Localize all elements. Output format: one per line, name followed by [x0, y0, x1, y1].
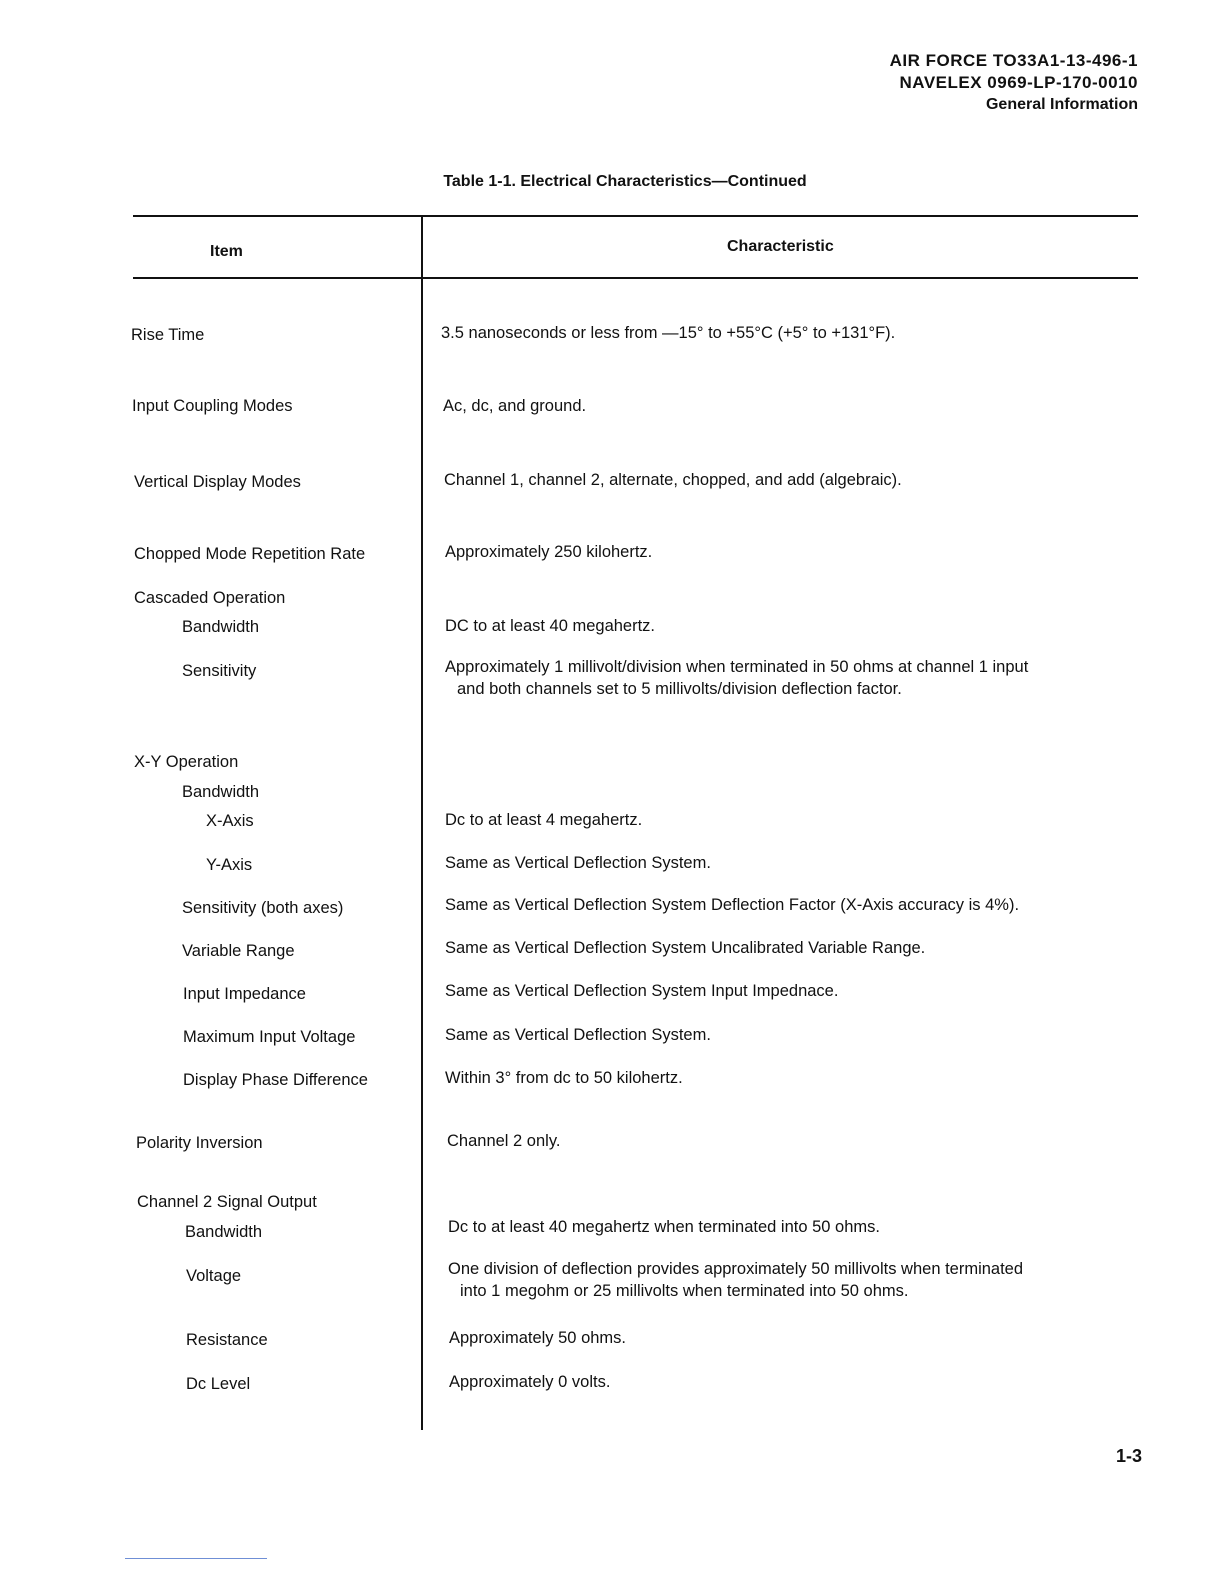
char-xy-y-axis: Same as Vertical Deflection System. — [445, 854, 711, 872]
item-output-dc-level: Dc Level — [186, 1375, 251, 1393]
item-xy-x-axis: X-Axis — [206, 812, 254, 830]
item-output-voltage: Voltage — [186, 1267, 242, 1285]
item-polarity-inversion: Polarity Inversion — [136, 1134, 263, 1152]
char-output-resistance: Approximately 50 ohms. — [449, 1329, 626, 1347]
char-output-dc-level: Approximately 0 volts. — [449, 1373, 611, 1391]
item-cascaded-operation: Cascaded Operation — [134, 589, 286, 607]
char-vertical-display-modes: Channel 1, channel 2, alternate, chopped, and add (algebraic). — [444, 471, 902, 489]
item-chopped-mode-repetition-rate: Chopped Mode Repetition Rate — [134, 545, 366, 563]
table-title: Table 1-1. Electrical Characteristics—Continued — [443, 173, 807, 190]
char-xy-input-impedance: Same as Vertical Deflection System Input Impednace. — [445, 982, 839, 1000]
bottom-link-underline — [125, 1558, 267, 1559]
char-xy-x-axis: Dc to at least 4 megahertz. — [445, 811, 643, 829]
char-rise-time: 3.5 nanoseconds or less from —15° to +55°C (+5° to +131°F). — [441, 324, 896, 342]
char-cascaded-sensitivity-line1: Approximately 1 millivolt/division when terminated in 50 ohms at channel 1 input — [445, 658, 1029, 676]
char-input-coupling-modes: Ac, dc, and ground. — [443, 397, 587, 415]
char-output-voltage — [448, 1258, 1023, 1302]
item-xy-maximum-input-voltage: Maximum Input Voltage — [183, 1028, 356, 1046]
item-rise-time: Rise Time — [131, 326, 205, 344]
document-header — [890, 50, 1138, 116]
item-xy-sensitivity: Sensitivity (both axes) — [182, 899, 344, 917]
char-cascaded-sensitivity-line2: and both channels set to 5 millivolts/division deflection factor. — [457, 680, 902, 698]
char-xy-display-phase-difference: Within 3° from dc to 50 kilohertz. — [445, 1069, 683, 1087]
item-xy-operation: X-Y Operation — [134, 753, 239, 771]
item-cascaded-bandwidth: Bandwidth — [182, 618, 260, 636]
item-input-coupling-modes: Input Coupling Modes — [132, 397, 293, 415]
column-header-characteristic: Characteristic — [727, 238, 834, 255]
item-xy-variable-range: Variable Range — [182, 942, 295, 960]
item-xy-input-impedance: Input Impedance — [183, 985, 306, 1003]
table-top-rule — [133, 215, 1138, 217]
item-xy-y-axis: Y-Axis — [206, 856, 253, 874]
char-chopped-mode-repetition-rate: Approximately 250 kilohertz. — [445, 543, 653, 561]
char-xy-maximum-input-voltage: Same as Vertical Deflection System. — [445, 1026, 711, 1044]
char-cascaded-sensitivity — [445, 656, 1028, 700]
char-output-voltage-line2: into 1 megohm or 25 millivolts when terminated into 50 ohms. — [460, 1282, 909, 1300]
page-number: 1-3 — [1115, 1446, 1142, 1466]
header-section-title: General Information — [985, 96, 1138, 113]
header-navelex-number: NAVELEX 0969-LP-170-0010 — [899, 73, 1138, 92]
item-xy-bandwidth: Bandwidth — [182, 783, 260, 801]
item-output-resistance: Resistance — [186, 1331, 268, 1349]
column-header-item: Item — [210, 243, 243, 260]
char-output-voltage-line1: One division of deflection provides approximately 50 millivolts when terminated — [448, 1260, 1024, 1278]
char-xy-sensitivity: Same as Vertical Deflection System Deflection Factor (X-Axis accuracy is 4%). — [445, 896, 1020, 914]
item-cascaded-sensitivity: Sensitivity — [182, 662, 257, 680]
item-xy-display-phase-difference: Display Phase Difference — [183, 1071, 368, 1089]
char-polarity-inversion: Channel 2 only. — [447, 1132, 561, 1150]
table-column-divider — [421, 216, 423, 1430]
item-channel-2-signal-output: Channel 2 Signal Output — [137, 1193, 317, 1211]
char-xy-variable-range: Same as Vertical Deflection System Uncalibrated Variable Range. — [445, 939, 926, 957]
table-header-bottom-rule — [133, 277, 1138, 279]
item-output-bandwidth: Bandwidth — [185, 1223, 263, 1241]
char-cascaded-bandwidth: DC to at least 40 megahertz. — [445, 617, 656, 635]
header-air-force-number: AIR FORCE TO33A1-13-496-1 — [889, 51, 1138, 70]
item-vertical-display-modes: Vertical Display Modes — [134, 473, 301, 491]
char-output-bandwidth: Dc to at least 40 megahertz when terminated into 50 ohms. — [448, 1218, 880, 1236]
